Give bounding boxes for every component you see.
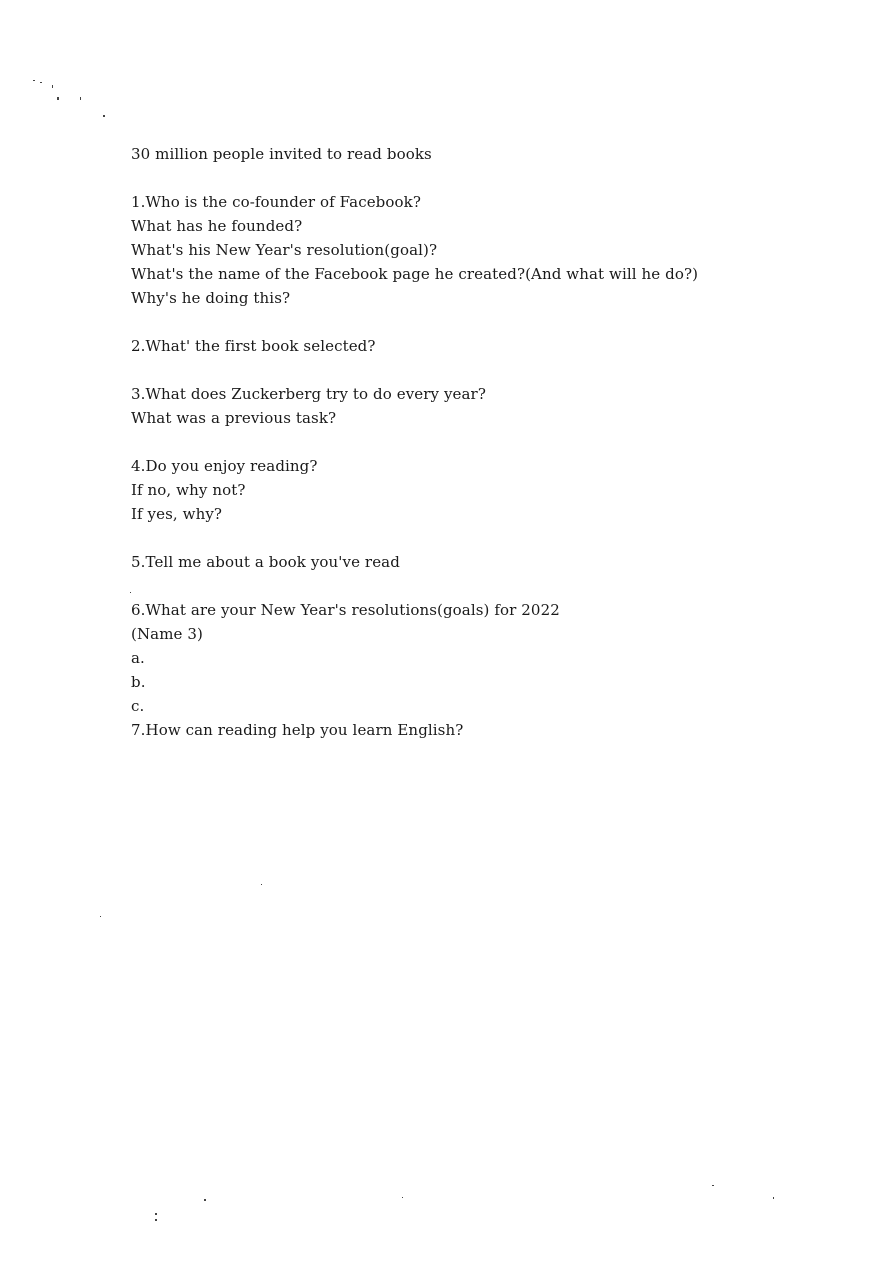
question-line: 2.What' the first book selected? — [131, 337, 376, 355]
question-line: What's the name of the Facebook page he created?(And what will he do?) — [131, 265, 699, 283]
section-gap — [131, 430, 831, 454]
question-section-1 — [131, 190, 831, 310]
question-section-5 — [131, 550, 831, 574]
question-line: 6.What are your New Year's resolutions(goals) for 2022 — [131, 601, 560, 619]
section-gap — [131, 310, 831, 334]
question-line: What was a previous task? — [131, 409, 337, 427]
question-line: If yes, why? — [131, 505, 223, 523]
question-section-6 — [131, 598, 831, 742]
question-line: 7.How can reading help you learn English? — [131, 721, 464, 739]
question-line: c. — [131, 697, 145, 715]
section-gap — [131, 358, 831, 382]
question-section-2 — [131, 334, 831, 358]
question-section-4 — [131, 454, 831, 526]
question-section-3 — [131, 382, 831, 430]
question-line: b. — [131, 673, 146, 691]
section-gap — [131, 526, 831, 550]
question-line: If no, why not? — [131, 481, 246, 499]
section-gap — [131, 574, 831, 598]
question-line: 4.Do you enjoy reading? — [131, 457, 318, 475]
question-line: (Name 3) — [131, 625, 203, 643]
question-line: 3.What does Zuckerberg try to do every year? — [131, 385, 486, 403]
question-line: What's his New Year's resolution(goal)? — [131, 241, 438, 259]
question-line: What has he founded? — [131, 217, 303, 235]
question-line: 1.Who is the co-founder of Facebook? — [131, 193, 421, 211]
document-title: 30 million people invited to read books — [131, 145, 432, 163]
question-line: a. — [131, 649, 145, 667]
worksheet — [131, 142, 831, 742]
question-line: Why's he doing this? — [131, 289, 291, 307]
question-line: 5.Tell me about a book you've read — [131, 553, 400, 571]
section-gap — [131, 166, 831, 190]
